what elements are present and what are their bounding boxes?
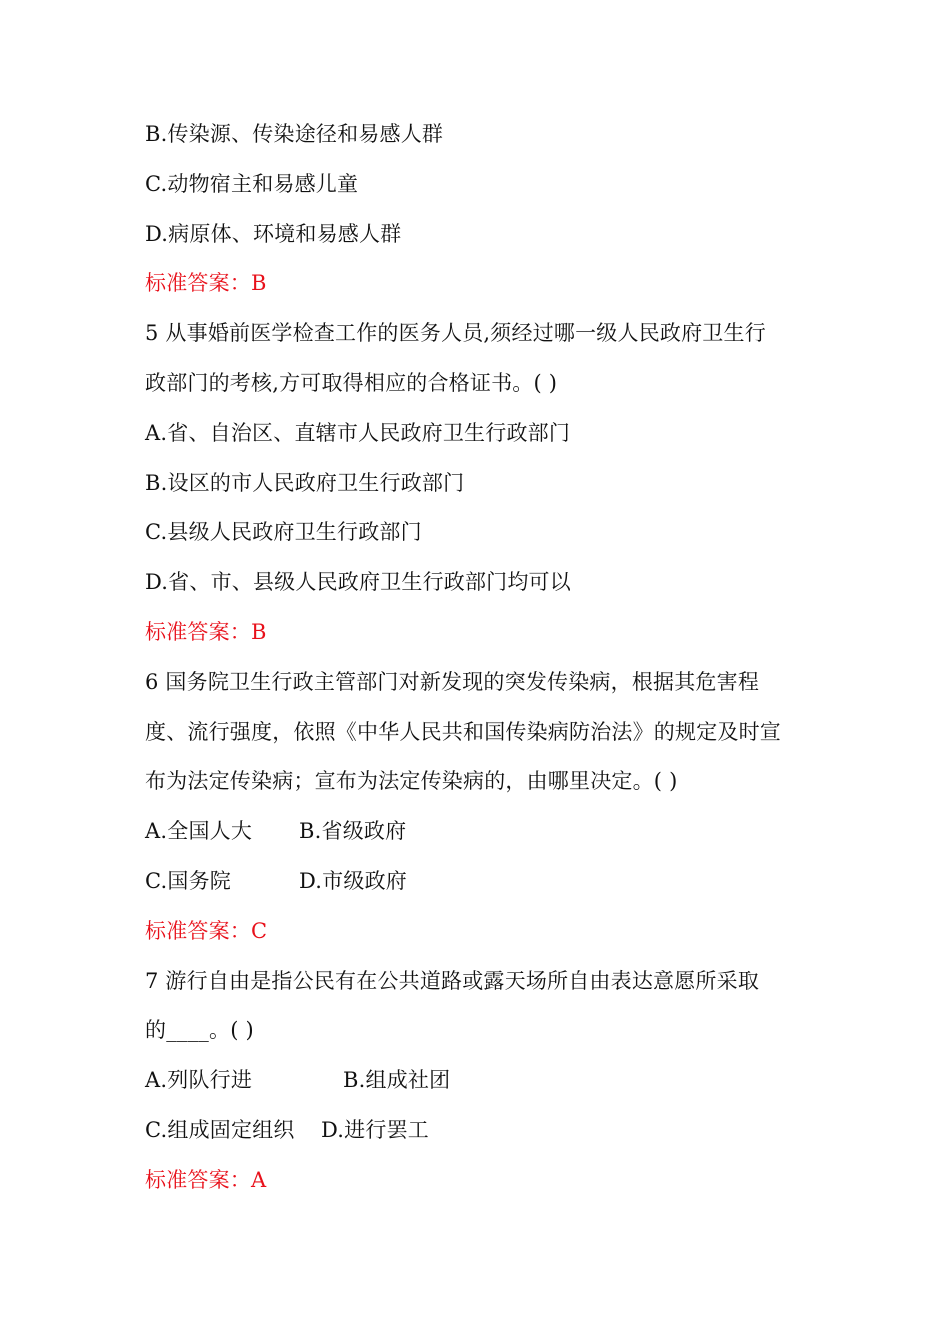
- answer-value: B: [251, 271, 267, 296]
- answer-value: C: [251, 918, 268, 943]
- q6-option-c: C.国务院: [145, 868, 231, 893]
- answer-label: 标准答案：: [145, 619, 251, 644]
- q4-option-b: B.传染源、传染途径和易感人群: [145, 122, 444, 146]
- q7-option-d: D.进行罢工: [321, 1117, 429, 1142]
- document-page: [145, 110, 815, 1206]
- q5-answer: [145, 608, 815, 658]
- q7-stem-line-1: 7 游行自由是指公民有在公共道路或露天场所自由表达意愿所采取: [145, 968, 760, 993]
- q4-answer: [145, 259, 815, 309]
- q6-options-row-2: [145, 857, 815, 907]
- q6-stem-line-1: 6 国务院卫生行政主管部门对新发现的突发传染病，根据其危害程: [145, 669, 760, 694]
- q6-stem-line-3: 布为法定传染病；宣布为法定传染病的，由哪里决定。( ): [145, 769, 678, 794]
- q4-option-c: C.动物宿主和易感儿童: [145, 171, 359, 196]
- q5-option-a: A.省、自治区、直辖市人民政府卫生行政部门: [145, 420, 571, 445]
- q7-answer: [145, 1156, 815, 1206]
- q5-option-b: B.设区的市人民政府卫生行政部门: [145, 470, 465, 495]
- answer-label: 标准答案：: [145, 1167, 251, 1192]
- q6-option-d: D.市级政府: [299, 868, 407, 893]
- q6-answer: [145, 907, 815, 957]
- q6-option-b: B.省级政府: [299, 819, 407, 844]
- answer-label: 标准答案：: [145, 271, 251, 296]
- q5-option-d: D.省、市、县级人民政府卫生行政部门均可以: [145, 570, 571, 595]
- q7-option-b: B.组成社团: [343, 1068, 451, 1093]
- answer-value: B: [251, 619, 267, 644]
- q5-stem-line-2: 政部门的考核,方可取得相应的合格证书。( ): [145, 370, 558, 395]
- q7-options-row-1: [145, 1056, 815, 1106]
- q7-option-c: C.组成固定组织: [145, 1117, 295, 1142]
- q4-option-d: D.病原体、环境和易感人群: [145, 221, 402, 246]
- q6-option-a: A.全国人大: [145, 819, 253, 844]
- q6-stem-line-2: 度、流行强度，依照《中华人民共和国传染病防治法》的规定及时宣: [145, 719, 781, 744]
- q5-option-c: C.县级人民政府卫生行政部门: [145, 520, 422, 545]
- q7-stem-line-2: 的____。( ): [145, 1018, 254, 1043]
- q5-stem-line-1: 5 从事婚前医学检查工作的医务人员,须经过哪一级人民政府卫生行: [145, 321, 766, 346]
- q7-options-row-2: [145, 1106, 815, 1156]
- q7-option-a: A.列队行进: [145, 1068, 253, 1093]
- q6-options-row-1: [145, 807, 815, 857]
- answer-label: 标准答案：: [145, 918, 251, 943]
- answer-value: A: [251, 1167, 267, 1192]
